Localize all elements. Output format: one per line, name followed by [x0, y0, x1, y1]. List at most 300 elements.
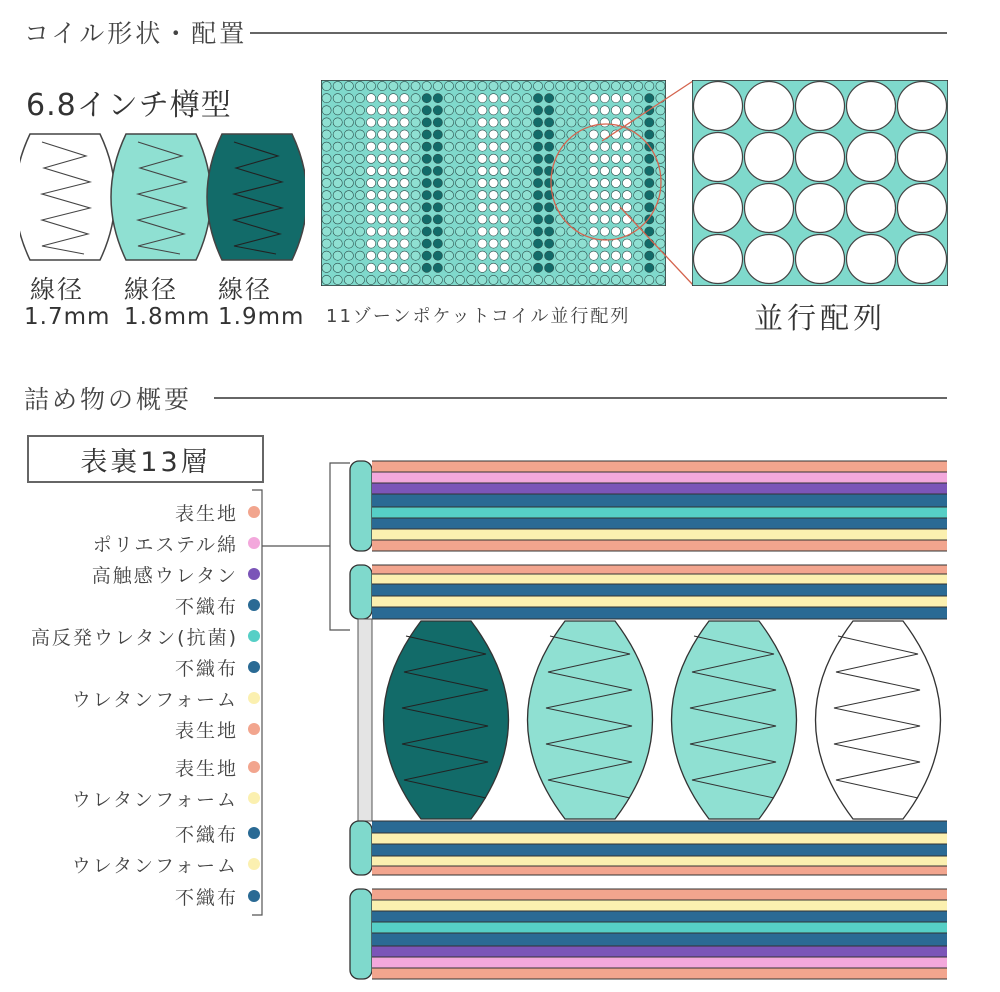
coil-1-9-icon [207, 134, 305, 260]
coil-dot [589, 178, 598, 187]
coil-dot [322, 263, 331, 272]
coil-dot [378, 203, 387, 212]
coil-dot [444, 275, 453, 284]
coil-dot [578, 81, 587, 90]
coil-dot [422, 203, 431, 212]
coil-dot [500, 178, 509, 187]
legend-item-label: 不織布 [174, 823, 238, 846]
coil-dot [422, 227, 431, 236]
parallel-arrangement-zoom [692, 80, 948, 286]
coil-dot [444, 239, 453, 248]
coil-dot [489, 263, 498, 272]
coil-dot [567, 178, 576, 187]
coil-dot [589, 142, 598, 151]
coil-dot [578, 275, 587, 284]
coil-dot [489, 239, 498, 248]
coil-dot [533, 215, 542, 224]
zoom-connector-lines [600, 75, 700, 290]
coil-dot [589, 227, 598, 236]
bottom-support-block [350, 821, 947, 875]
coil-dot [567, 142, 576, 151]
coil-dot [545, 81, 554, 90]
coil-dot [433, 154, 442, 163]
coil-dot [489, 203, 498, 212]
coil-dot [378, 227, 387, 236]
coil-dot [456, 166, 465, 175]
coil-dot [478, 130, 487, 139]
coil-dot [578, 118, 587, 127]
coil-dot [378, 142, 387, 151]
zoom-coil-circle [694, 133, 743, 182]
coil-dot [400, 130, 409, 139]
coil-dot [500, 81, 509, 90]
coil-dot [333, 142, 342, 151]
coil-dot [422, 154, 431, 163]
coil-dot [378, 191, 387, 200]
coil-dot [400, 178, 409, 187]
coil-dot [355, 239, 364, 248]
coil-dot [366, 215, 375, 224]
coil-dot [344, 154, 353, 163]
coil-dot [467, 251, 476, 260]
coil-dot [444, 142, 453, 151]
coil-dot [378, 154, 387, 163]
coil-dot [578, 166, 587, 175]
coil-dot [489, 215, 498, 224]
coil-dot [433, 275, 442, 284]
legend-item [72, 684, 260, 712]
coil-dot [389, 142, 398, 151]
coil-dot [344, 227, 353, 236]
coil-dot [545, 106, 554, 115]
coil-dot [522, 81, 531, 90]
coil-dot [467, 106, 476, 115]
coil-dot [556, 227, 565, 236]
coil-dot [467, 94, 476, 103]
zoom-coil-circle [898, 82, 947, 131]
coil-dot [433, 263, 442, 272]
coil-dot [533, 203, 542, 212]
coil-dot [545, 154, 554, 163]
coil-dot [422, 215, 431, 224]
coil-dot [444, 191, 453, 200]
coil-dot [444, 251, 453, 260]
coil-dot [456, 130, 465, 139]
coil-dot [333, 275, 342, 284]
coil-dot [389, 263, 398, 272]
coil-dot [456, 178, 465, 187]
coil-dot [322, 154, 331, 163]
coil-dot [500, 191, 509, 200]
bottom-comfort-block [350, 889, 947, 979]
coil-dot [456, 203, 465, 212]
coil-dot [589, 94, 598, 103]
coil-dot [456, 239, 465, 248]
coil-dot [589, 239, 598, 248]
zoom-coil-circle [745, 133, 794, 182]
coil-dot [533, 166, 542, 175]
zoom-coil-circle [745, 235, 794, 284]
coil-dot [422, 178, 431, 187]
coil-dot [389, 94, 398, 103]
coil-type-title: 6.8インチ樽型 [26, 88, 232, 123]
coil-dot [355, 191, 364, 200]
coil-dot [456, 106, 465, 115]
coil-dot [522, 130, 531, 139]
coil-dot [478, 263, 487, 272]
coil-dot [567, 81, 576, 90]
legend-item-label: 不織布 [174, 595, 238, 618]
coil-dot [411, 239, 420, 248]
coil-dot [389, 166, 398, 175]
coil-dot [567, 215, 576, 224]
coil-dot [366, 275, 375, 284]
coil-dot [344, 106, 353, 115]
coil-dot [511, 215, 520, 224]
coil-dot [389, 227, 398, 236]
coil-dot [366, 191, 375, 200]
coil-dot [355, 263, 364, 272]
coil-dot [344, 142, 353, 151]
coil-dot [400, 191, 409, 200]
coil-dot [500, 239, 509, 248]
coil-dot [389, 130, 398, 139]
coil-dot [533, 154, 542, 163]
coil-dot [344, 251, 353, 260]
coil-dot [322, 106, 331, 115]
legend-item [72, 850, 260, 878]
coil-dot [578, 154, 587, 163]
coil-dot [422, 130, 431, 139]
coil-dot [322, 275, 331, 284]
coil-dot [389, 239, 398, 248]
legend-item-label: ウレタンフォーム [71, 788, 238, 811]
coil-dot [378, 130, 387, 139]
coil-dot [433, 94, 442, 103]
coil-dot [489, 191, 498, 200]
coil-dot [545, 275, 554, 284]
coil-dot [433, 227, 442, 236]
coil-dot [467, 154, 476, 163]
coil-dot [522, 203, 531, 212]
coil-dot [545, 178, 554, 187]
coil-dot [533, 227, 542, 236]
coil-dot [366, 142, 375, 151]
coil-dot [478, 227, 487, 236]
coil-dot [467, 239, 476, 248]
coil-dot [522, 251, 531, 260]
coil-dot [400, 142, 409, 151]
coil-dot [556, 106, 565, 115]
coil-dot [456, 263, 465, 272]
coil-dot [511, 154, 520, 163]
coil-dot [444, 166, 453, 175]
coil-dot [489, 275, 498, 284]
coil-dot [355, 81, 364, 90]
coil-dot [389, 118, 398, 127]
coil-dot [500, 275, 509, 284]
coil-dot [545, 251, 554, 260]
coil-dot [556, 94, 565, 103]
coil-dot [333, 81, 342, 90]
coil-dot [467, 142, 476, 151]
coil-dot [378, 178, 387, 187]
coil-dot [500, 142, 509, 151]
coil-dot [333, 178, 342, 187]
coil-dot [511, 106, 520, 115]
coil-dot [456, 154, 465, 163]
coil-dot [411, 203, 420, 212]
coil-dot [533, 263, 542, 272]
coil-dot [589, 106, 598, 115]
coil-dot [355, 130, 364, 139]
coil-dot [422, 239, 431, 248]
coil-dot [389, 275, 398, 284]
legend-item [92, 560, 260, 588]
coil-dot [400, 94, 409, 103]
zoom-coil-circle [796, 133, 845, 182]
coil-dot [478, 275, 487, 284]
legend-item-label: ウレタンフォーム [71, 688, 238, 711]
coil-dot [578, 239, 587, 248]
coil-dot [389, 178, 398, 187]
coil-dot [366, 154, 375, 163]
coil-dot [489, 130, 498, 139]
coil-dot [433, 191, 442, 200]
legend-item-label: ウレタンフォーム [71, 854, 238, 877]
coil-dot [511, 191, 520, 200]
coil-dot [366, 118, 375, 127]
coil-dot [567, 263, 576, 272]
coil-dot [500, 227, 509, 236]
coil-dot [444, 154, 453, 163]
coil-dot [411, 94, 420, 103]
coil-dot [355, 154, 364, 163]
coil-dot [322, 191, 331, 200]
coil-dot [545, 239, 554, 248]
coil-dot [478, 191, 487, 200]
coil-dot [444, 118, 453, 127]
coil-dot [444, 106, 453, 115]
coil-dot [489, 154, 498, 163]
coil-dot [556, 251, 565, 260]
zoom-coil-circle [694, 235, 743, 284]
coil-dot [589, 166, 598, 175]
coil-dot [444, 178, 453, 187]
coil-dot [322, 81, 331, 90]
coil-dot [511, 227, 520, 236]
coil-dot [522, 118, 531, 127]
coil-dot [422, 142, 431, 151]
coil-dot [344, 166, 353, 175]
coil-dot [511, 275, 520, 284]
coil-dot [433, 203, 442, 212]
coil-dot [322, 130, 331, 139]
coil-dot [578, 142, 587, 151]
coil-dot [589, 263, 598, 272]
coil-dot [366, 203, 375, 212]
coil-1-7-icon [20, 134, 115, 260]
coil-dot [344, 178, 353, 187]
coil-dot [545, 263, 554, 272]
legend-item-label: 高反発ウレタン(抗菌) [30, 626, 238, 649]
coil-variants-graphic [20, 132, 305, 262]
coil-dot [344, 94, 353, 103]
coil-dot [344, 263, 353, 272]
coil-dot [433, 178, 442, 187]
coil-dot [378, 275, 387, 284]
coil-dot [478, 239, 487, 248]
coil-dot [322, 215, 331, 224]
coil-dot [433, 142, 442, 151]
coil-dot [500, 251, 509, 260]
coil-dot [545, 227, 554, 236]
legend-item [72, 784, 260, 812]
coil-dot [578, 191, 587, 200]
coil-variant-3-label: 線径 [218, 275, 273, 304]
coil-dot [411, 118, 420, 127]
coil-dot [567, 191, 576, 200]
coil-dot [422, 275, 431, 284]
coil-dot [355, 118, 364, 127]
coil-dot [400, 251, 409, 260]
coil-dot [533, 191, 542, 200]
coil-dot [433, 118, 442, 127]
coil-dot [456, 275, 465, 284]
coil-dot [400, 239, 409, 248]
coil-dot [478, 142, 487, 151]
coil-dot [578, 251, 587, 260]
coil-variant-3-size: 1.9mm [218, 304, 305, 330]
coil-dot [545, 130, 554, 139]
coil-dot [366, 239, 375, 248]
zoom-coil-circle [847, 82, 896, 131]
coil-dot [422, 166, 431, 175]
coil-dot [400, 106, 409, 115]
coil-dot [322, 178, 331, 187]
zoom-coil-circle [898, 235, 947, 284]
coil-dot [433, 251, 442, 260]
coil-dot [411, 263, 420, 272]
coil-dot [567, 154, 576, 163]
coil-dot [333, 263, 342, 272]
top-comfort-block [350, 461, 947, 551]
coil-dot [444, 215, 453, 224]
coil-dot [500, 118, 509, 127]
coil-dot [355, 215, 364, 224]
coil-dot [478, 81, 487, 90]
coil-dot [322, 118, 331, 127]
coil-dot [456, 227, 465, 236]
coil-dot [467, 227, 476, 236]
zoom-coil-circle [796, 82, 845, 131]
coil-dot [322, 251, 331, 260]
coil-dot [456, 251, 465, 260]
coil-dot [389, 203, 398, 212]
coil-dot [444, 130, 453, 139]
coil-dot [344, 130, 353, 139]
coil-dot [333, 106, 342, 115]
coil-dot [366, 227, 375, 236]
coil-dot [378, 106, 387, 115]
coil-dot [533, 142, 542, 151]
coil-dot [411, 142, 420, 151]
legend-item-label: 不織布 [174, 886, 238, 909]
coil-dot [378, 166, 387, 175]
coil-dot [467, 263, 476, 272]
legend-item-label: ポリエステル綿 [92, 533, 238, 556]
coil-dot [333, 215, 342, 224]
coil-dot [422, 118, 431, 127]
coil-dot [489, 251, 498, 260]
coil-dot [333, 166, 342, 175]
coil-dot [322, 239, 331, 248]
coil-dot [478, 154, 487, 163]
coil-dot [578, 94, 587, 103]
coil-dot [478, 94, 487, 103]
coil-dot [511, 94, 520, 103]
coil-dot [489, 106, 498, 115]
zoom-coil-circle [694, 184, 743, 233]
coil-dot [433, 81, 442, 90]
coil-dot [322, 142, 331, 151]
coil-dot [400, 227, 409, 236]
coil-dot [411, 81, 420, 90]
coil-dot [333, 239, 342, 248]
coil-dot [444, 263, 453, 272]
coil-dot [567, 118, 576, 127]
arrangement-caption: 並行配列 [754, 301, 887, 335]
legend-item-label: 表生地 [174, 719, 238, 742]
coil-dot [444, 227, 453, 236]
coil-dot [444, 81, 453, 90]
coil-dot [467, 130, 476, 139]
coil-dot [344, 118, 353, 127]
coil-dot [545, 142, 554, 151]
coil-dot [556, 203, 565, 212]
coil-dot [589, 81, 598, 90]
coil-dot [344, 239, 353, 248]
coil-dot [355, 178, 364, 187]
coil-dot [589, 251, 598, 260]
top-support-block [350, 565, 947, 619]
coil-dot [467, 215, 476, 224]
coil-dot [322, 166, 331, 175]
coil-dot [366, 81, 375, 90]
coil-dot [411, 154, 420, 163]
coil-dot [411, 166, 420, 175]
zoom-coil-circle [796, 184, 845, 233]
legend-item [31, 622, 260, 650]
coil-dot [511, 81, 520, 90]
coil-dot [522, 166, 531, 175]
coil-dot [533, 239, 542, 248]
coil-dot [366, 263, 375, 272]
coil-dot [556, 239, 565, 248]
coil-dot [556, 166, 565, 175]
coil-dot [378, 239, 387, 248]
coil-dot [567, 106, 576, 115]
coil-dot [589, 130, 598, 139]
coil-dot [378, 215, 387, 224]
coil-dot [400, 215, 409, 224]
coil-dot [589, 154, 598, 163]
coil-dot [489, 118, 498, 127]
coil-dot [500, 166, 509, 175]
coil-dot [511, 263, 520, 272]
coil-dot [500, 106, 509, 115]
coil-dot [400, 81, 409, 90]
